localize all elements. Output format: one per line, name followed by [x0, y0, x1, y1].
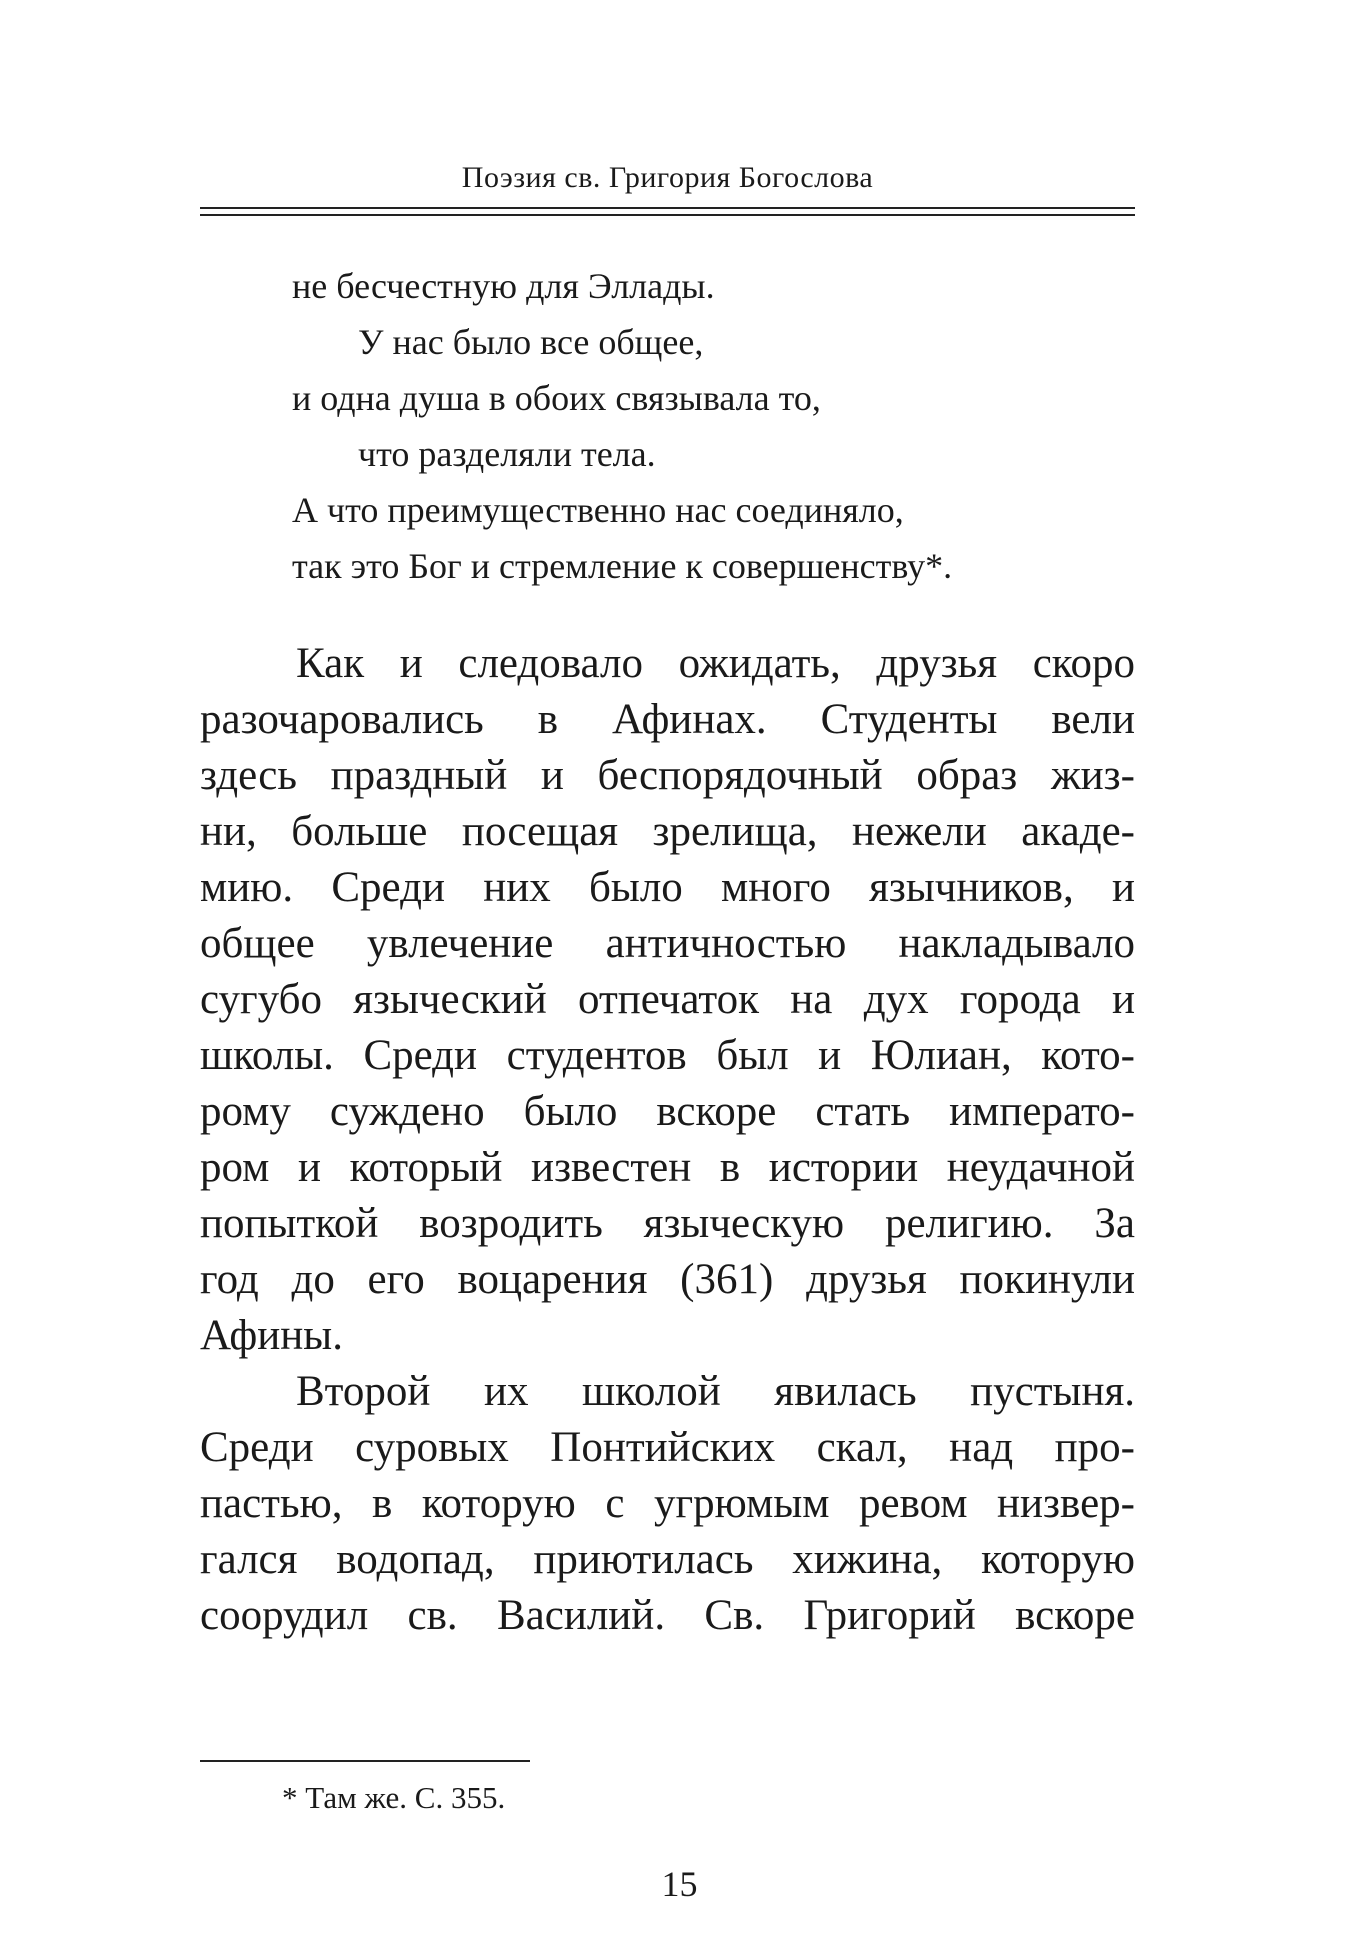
text-line: попыткой возродить языческую религию. За: [200, 1200, 1135, 1247]
verse-line: и одна душа в обоих связывала то,: [292, 378, 821, 418]
verse-line: так это Бог и стремление к совершенству*.: [292, 546, 953, 586]
footnote: * Там же. С. 355.: [282, 1780, 506, 1815]
text-line: сугубо языческий отпечаток на дух города и: [200, 976, 1135, 1023]
text-line: ром и который известен в истории неудачной: [200, 1144, 1135, 1191]
text-line: разочаровались в Афинах. Студенты вели: [200, 696, 1135, 743]
text-line: соорудил св. Василий. Св. Григорий вскоре: [200, 1592, 1135, 1639]
text-line: Второй их школой явилась пустыня.: [296, 1368, 1135, 1415]
text-line: рому суждено было вскоре стать императо-: [200, 1088, 1135, 1135]
text-line: общее увлечение античностью накладывало: [200, 920, 1135, 967]
header-rule-bottom: [200, 214, 1135, 216]
text-line: мию. Среди них было много язычников, и: [200, 864, 1135, 911]
verse-line: что разделяли тела.: [358, 434, 656, 474]
running-head: Поэзия св. Григория Богослова: [461, 161, 874, 194]
text-line: Среди суровых Понтийских скал, над про-: [200, 1424, 1135, 1471]
verse-line: А что преимущественно нас соединяло,: [292, 490, 904, 530]
text-line: пастью, в которую с угрюмым ревом низвер-: [200, 1480, 1135, 1527]
text-line: здесь праздный и беспорядочный образ жиз-: [200, 752, 1135, 799]
header-rule-top: [200, 207, 1135, 209]
text-line: школы. Среди студентов был и Юлиан, кото-: [200, 1032, 1135, 1079]
footnote-rule: [200, 1760, 530, 1762]
verse-line: не бесчестную для Эллады.: [292, 266, 715, 306]
text-line: ни, больше посещая зрелища, нежели акаде-: [200, 808, 1135, 855]
paragraph-1: [200, 636, 1135, 1364]
text-line: Афины.: [200, 1312, 343, 1359]
text-line: гался водопад, приютилась хижина, которую: [200, 1536, 1135, 1583]
text-line: год до его воцарения (361) друзья покинули: [200, 1256, 1135, 1303]
verse-line: У нас было все общее,: [358, 322, 704, 362]
paragraph-2: [200, 1364, 1135, 1644]
verse-quote: [292, 258, 952, 594]
page-number: 15: [661, 1864, 698, 1904]
text-line: Как и следовало ожидать, друзья скоро: [296, 640, 1135, 687]
